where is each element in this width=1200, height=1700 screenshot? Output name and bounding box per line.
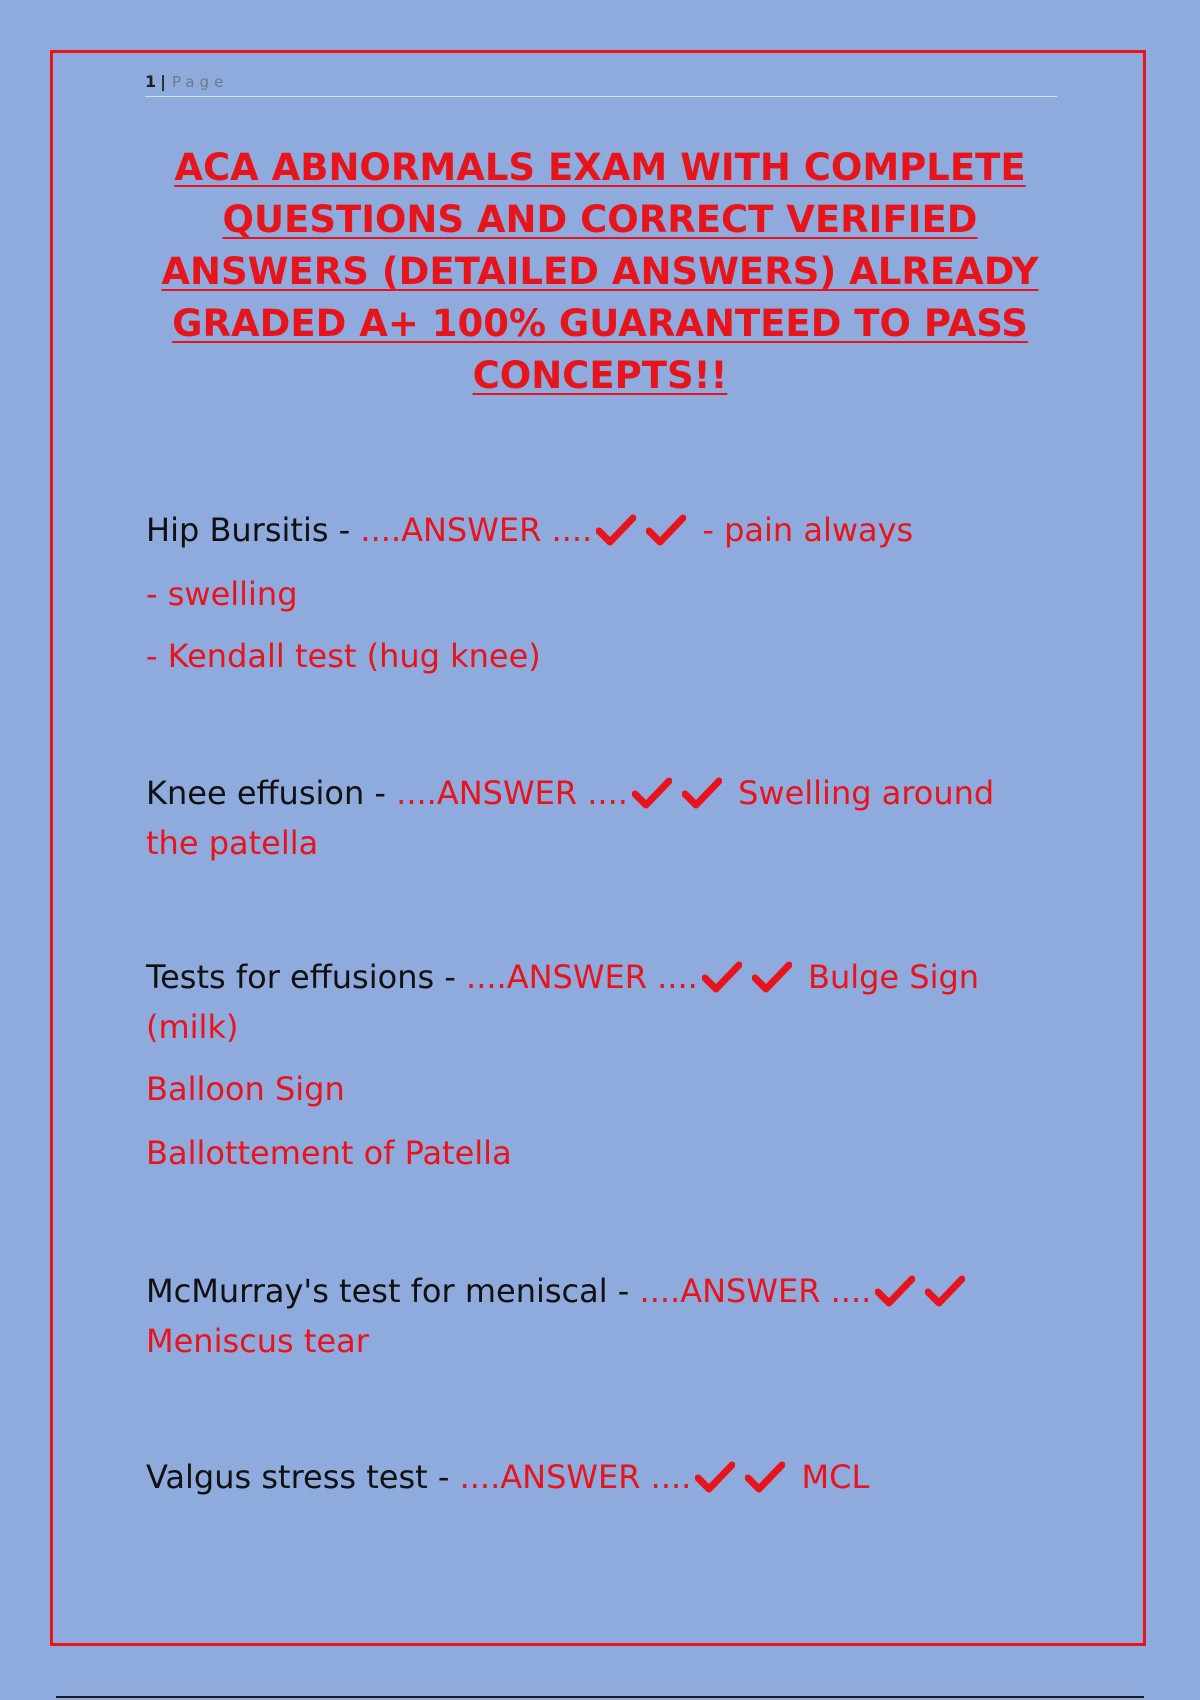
answer-text: - pain always bbox=[692, 511, 914, 549]
question-text: McMurray's test for meniscal - bbox=[146, 1272, 640, 1310]
checkmark-icon bbox=[925, 1274, 965, 1308]
question-text: Hip Bursitis - bbox=[146, 511, 361, 549]
answer-marker: ....ANSWER .... bbox=[466, 958, 698, 996]
document-title: ACA ABNORMALS EXAM WITH COMPLETE QUESTIONS AND CORRECT VERIFIED ANSWERS (DETAILED ANSWERS) ALREADY GRADED A+ 100% GUARANTEED TO PASS CONCEPTS!! bbox=[161, 146, 1039, 397]
checkmark-icon bbox=[695, 1460, 735, 1494]
answer-text: MCL bbox=[791, 1458, 870, 1496]
answer-text: Bulge Sign (milk) bbox=[146, 958, 980, 1046]
question-text: Knee effusion - bbox=[146, 774, 397, 812]
qa-item-mcmurray-test bbox=[146, 1266, 1046, 1366]
page-bottom-rule bbox=[56, 1696, 1144, 1698]
checkmark-icon bbox=[745, 1460, 785, 1494]
answer-line: Balloon Sign bbox=[146, 1070, 345, 1108]
answer-line: Ballottement of Patella bbox=[146, 1134, 512, 1172]
qa-item-knee-effusion bbox=[146, 768, 1046, 868]
answer-marker: ....ANSWER .... bbox=[396, 774, 628, 812]
checkmark-icon bbox=[596, 513, 636, 547]
answer-text: Meniscus tear bbox=[146, 1322, 369, 1360]
qa-item-hip-bursitis bbox=[146, 505, 1046, 681]
page-separator: | bbox=[160, 72, 168, 91]
qa-item-tests-for-effusions bbox=[146, 952, 1046, 1178]
answer-text: Swelling around the patella bbox=[146, 774, 995, 862]
answer-marker: ....ANSWER .... bbox=[360, 511, 593, 549]
page-label: Page bbox=[171, 73, 229, 91]
page-number: 1 bbox=[145, 72, 159, 91]
question-text: Valgus stress test - bbox=[146, 1458, 460, 1496]
answer-line: - swelling bbox=[146, 575, 298, 613]
checkmark-icon bbox=[702, 960, 742, 994]
qa-item-valgus-stress-test bbox=[146, 1452, 1046, 1502]
checkmark-icon bbox=[875, 1274, 915, 1308]
checkmark-icon bbox=[632, 776, 672, 810]
answer-marker: ....ANSWER .... bbox=[459, 1458, 692, 1496]
question-text: Tests for effusions - bbox=[146, 958, 467, 996]
page-header bbox=[145, 70, 1057, 97]
answer-line: - Kendall test (hug knee) bbox=[146, 637, 541, 675]
checkmark-icon bbox=[752, 960, 792, 994]
answer-marker: ....ANSWER .... bbox=[639, 1272, 872, 1310]
checkmark-icon bbox=[682, 776, 722, 810]
checkmark-icon bbox=[646, 513, 686, 547]
